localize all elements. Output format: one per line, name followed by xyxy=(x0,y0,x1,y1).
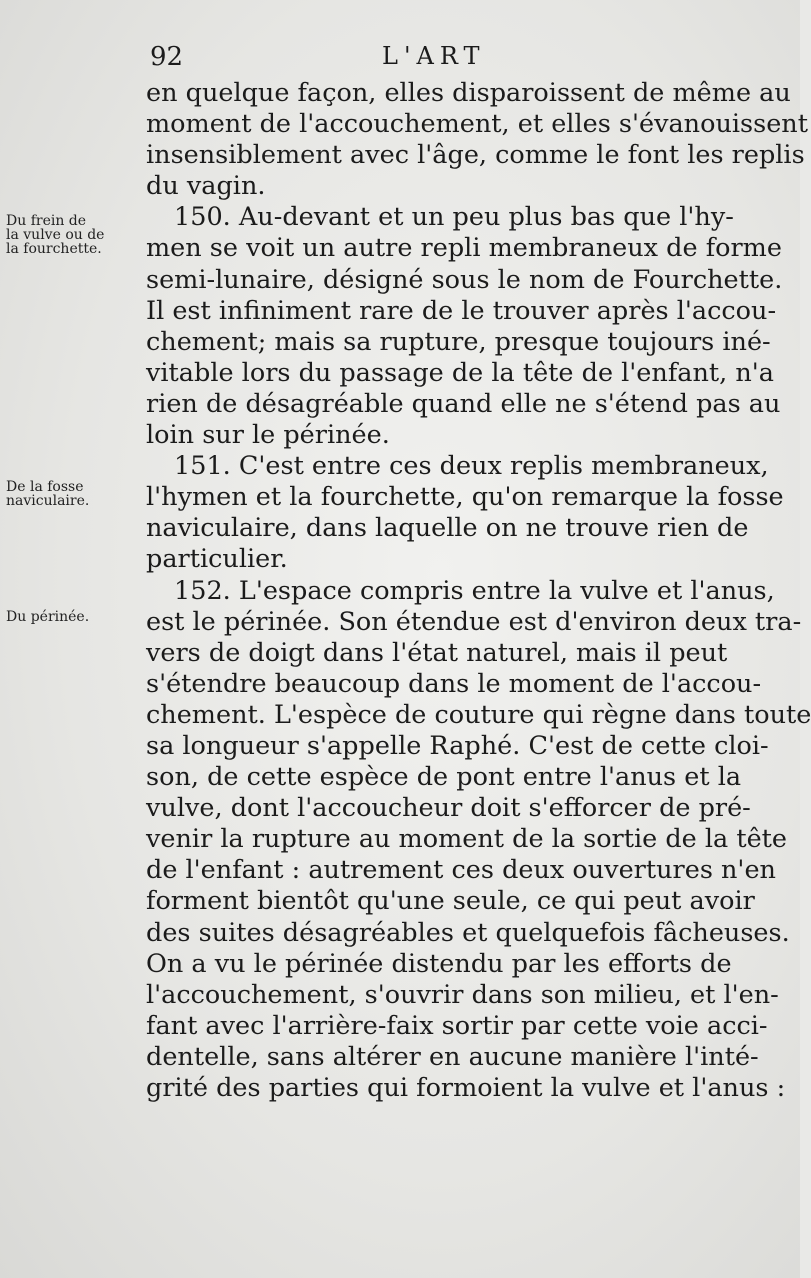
text-line: son, de cette espèce de pont entre l'anus et la xyxy=(146,762,742,793)
text-line: dentelle, sans altérer en aucune manière l'inté- xyxy=(146,1041,759,1072)
margin-note-line: Du périnée. xyxy=(6,609,90,625)
text-line: sa longueur s'appelle Raphé. C'est de cette cloi- xyxy=(146,730,769,761)
text-line: grité des parties qui formoient la vulve et l'anus : xyxy=(146,1073,786,1103)
paragraph-152-start: 152. L'espace compris entre la vulve et l'anus, xyxy=(174,575,775,606)
text-line: de l'enfant : autrement ces deux ouvertures n'en xyxy=(146,855,776,886)
running-head: L'ART xyxy=(382,42,486,70)
text-line: fant avec l'arrière-faix sortir par cette voie acci- xyxy=(146,1010,768,1041)
text-line: l'hymen et la fourchette, qu'on remarque la fosse xyxy=(146,482,784,513)
text-line: naviculaire, dans laquelle on ne trouve rien de xyxy=(146,513,749,544)
text-line: Il est infiniment rare de le trouver après l'accou- xyxy=(146,295,777,326)
text-line: en quelque façon, elles disparoissent de même au xyxy=(146,78,791,108)
paragraph-150-start: 150. Au-devant et un peu plus bas que l'hy- xyxy=(174,202,734,233)
text-line: venir la rupture au moment de la sortie de la tête xyxy=(146,824,788,855)
margin-note-line: De la fosse xyxy=(6,479,84,495)
text-line: chement. L'espèce de couture qui règne dans toute xyxy=(146,699,811,730)
text-line: est le périnée. Son étendue est d'environ deux tra- xyxy=(146,606,802,637)
margin-note-line: la vulve ou de xyxy=(6,227,105,243)
text-line: l'accouchement, s'ouvrir dans son milieu, et l'en- xyxy=(146,979,779,1010)
text-line: insensiblement avec l'âge, comme le font les replis xyxy=(146,140,805,171)
margin-note-fourchette xyxy=(6,214,146,256)
margin-note-perinee xyxy=(6,610,146,624)
text-line: des suites désagréables et quelquefois fâcheuses. xyxy=(146,917,790,948)
margin-note-line: Du frein de xyxy=(6,213,87,229)
text-line: s'étendre beaucoup dans le moment de l'accou- xyxy=(146,668,762,699)
text-line: rien de désagréable quand elle ne s'étend pas au xyxy=(146,388,781,419)
page-header xyxy=(150,42,710,76)
text-line: men se voit un autre repli membraneux de forme xyxy=(146,233,782,264)
page-number: 92 xyxy=(150,42,184,72)
text-line: moment de l'accouchement, et elles s'évanouissent xyxy=(146,109,808,140)
text-line: vitable lors du passage de la tête de l'enfant, n'a xyxy=(146,357,774,388)
body-text xyxy=(146,78,811,1104)
text-line: vulve, dont l'accoucheur doit s'efforcer de pré- xyxy=(146,793,751,824)
text-line: vers de doigt dans l'état naturel, mais il peut xyxy=(146,637,728,668)
margin-note-line: la fourchette. xyxy=(6,241,102,257)
text-line: chement; mais sa rupture, presque toujours iné- xyxy=(146,326,771,357)
text-line: forment bientôt qu'une seule, ce qui peut avoir xyxy=(146,886,755,917)
margin-note-fosse xyxy=(6,480,146,508)
text-line: particulier. xyxy=(146,544,288,575)
paragraph-151-start: 151. C'est entre ces deux replis membraneux, xyxy=(174,451,769,482)
text-line: du vagin. xyxy=(146,171,266,202)
text-line: On a vu le périnée distendu par les efforts de xyxy=(146,948,732,979)
text-line: loin sur le périnée. xyxy=(146,420,390,451)
margin-note-line: naviculaire. xyxy=(6,493,90,509)
text-line: semi-lunaire, désigné sous le nom de Fourchette. xyxy=(146,264,783,295)
